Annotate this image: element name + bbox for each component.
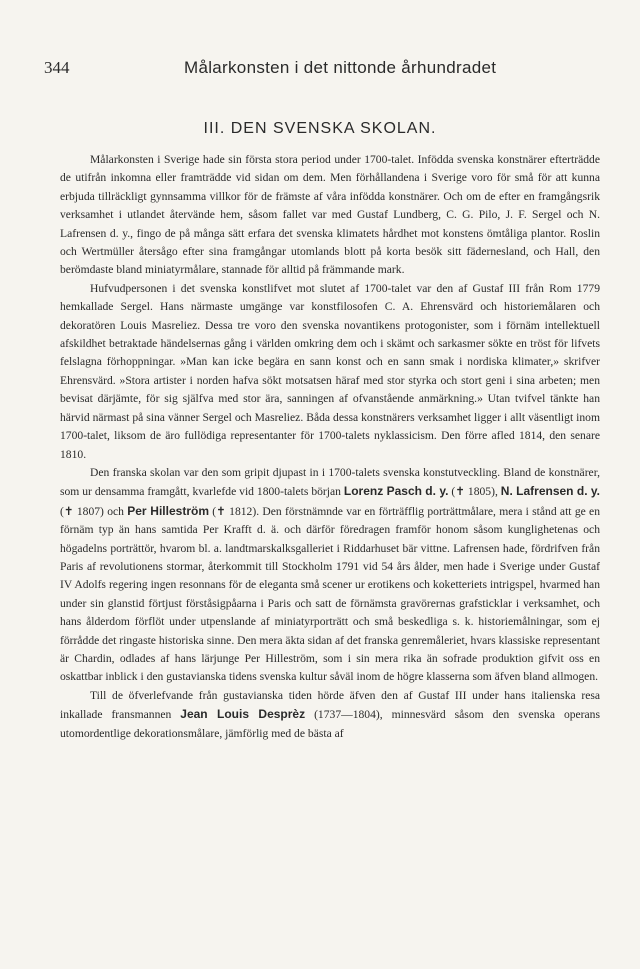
paragraph-4 [60, 687, 600, 743]
paragraph-3-text: Den franska skolan var den som gripit djupast in i 1700-talets svenska konstutveckling. Bland de konstnärer, som ur densamma framgått, kvarlefde vid 1800-talets början [60, 465, 600, 499]
paragraph-1: Målarkonsten i Sverige hade sin första stora period under 1700-talet. Infödda svenska konstnärer efterträdde de utifrån inkomna eller framträdde vid sidan om dem. Men förhållandena i Sverige voro för små för att kunna erbjuda tillräckligt gynnsamma villkor för de främste af våra infödda konstnärer. Och om de efter en framgångsrik verksamhet i utlandet återvände hem, såsom fallet var med Gustaf Lundberg, C. G. Pilo, J. F. Sergel och N. Lafrensen d. y., fingo de på många sätt erfara det svenska klimatets hårdhet mot konstens ömtåliga plantor. Roslin och Wertmüller återsågo efter sina framgångar utomlands blott på korta besök sitt fädernesland, och Hall, den berömdaste bland miniatyrmålare, stannade för alltid på främmande mark. [60, 153, 600, 277]
paragraph-3 [60, 464, 600, 687]
artist-name-pasch: Lorenz Pasch d. y. [343, 484, 449, 499]
paragraph-3-text: (✝ 1812). Den förstnämnde var en förträfflig porträttmålare, mera i stånd att ge en förnäm typ än hans samtida Per Krafft d. ä. och därför föredragen framför honom såsom kunglighetenas och högadelns porträttör, hvarom bl. a. landtmarskalksgalleriet i Riddarhuset bär vittne. Lafrensen hade, fördrifven från Paris af revolutionens stormar, återkommit till Stockholm 1791 vid 54 års ålder, men hade i Sverige under Gustaf IV Adolfs regering ingen resonnans för de eleganta små scener ur erotikens och koketteriets intrigspel, hvarmed han under sin glanstid förtjust förståsigpåarna i Paris och satt de förnämsta gravörernas grafsticklar i verksamhet, och hans ålderdom förflöt under utpenslande af miniatyrporträtt och små beskedliga s. k. historiemålningar, som ej förrådde det ringaste historiska sinne. Den mera äkta sidan af det franska genremåleriet, hvars klassiske representant är Chardin, odlades af hans lärjunge Per Hilleström, som i sin mera rika än sofrade produktion gifvit oss en oskattbar inblick i den gustavianska tidens svenska kultur såväl inom de högre klasserna som äfven bland allmogen. [60, 504, 600, 684]
body-text [60, 151, 600, 743]
paragraph-2: Hufvudpersonen i det svenska konstlifvet mot slutet af 1700-talet var den af Gustaf III från Rom 1779 hemkallade Sergel. Hans närmaste umgänge var konstfilosofen C. A. Ehrensvärd och historiemålaren och dekoratören Louis Masreliez. Dessa tre voro den svenska novantikens protogonister, som i förnäm intellektuell afskildhet betraktade händelsernas gång i världen omkring dem och i skämt och sarkasmer sökte en tröst för lifvets felslagna förhoppningar. »Man kan icke begära en sann konst och en sann smak i nordiska klimater,» skrifver Ehrensvärd. »Stora artister i norden hafva sökt motsatsen häraf med stor styrka och stort geni i sina arbeten; men bevisat därjämte, för sig själfva med stor ära, sanningen af ofvanstående anmärkning.» Utan tvifvel tänkte han härvid närmast på sina vänner Sergel och Masreliez. Båda dessa konstnärers verksamhet ligger i allt väsentligt inom 1700-talet, liksom de äro fullödiga representanter för 1700-talets nyklassicism. Den förre afled 1814, den senare 1810. [60, 281, 600, 461]
running-title: Målarkonsten i det nittonde århundradet [184, 58, 497, 77]
paragraph-4-text: Till de öfverlefvande från gustavianska tiden hörde äfven den af Gustaf III under hans italienska resa inkallade fransmannen [60, 688, 600, 722]
page-number: 344 [44, 58, 70, 77]
page-header [44, 58, 604, 82]
paragraph-3-text: (✝ 1805), [448, 485, 501, 499]
paragraph-4-text: (1737—1804), minnesvärd såsom den svenska operans utomordentlige dekorationsmålare, jämförlig med de bästa af [60, 708, 600, 740]
artist-name-hillestrom: Per Hilleström [127, 503, 209, 518]
paragraph-3-text: (✝ 1807) och [60, 504, 128, 518]
section-title: III. DEN SVENSKA SKOLAN. [203, 120, 437, 137]
artist-name-despres: Jean Louis Desprèz [180, 707, 306, 722]
artist-name-lafrensen: N. Lafrensen d. y. [500, 484, 601, 499]
